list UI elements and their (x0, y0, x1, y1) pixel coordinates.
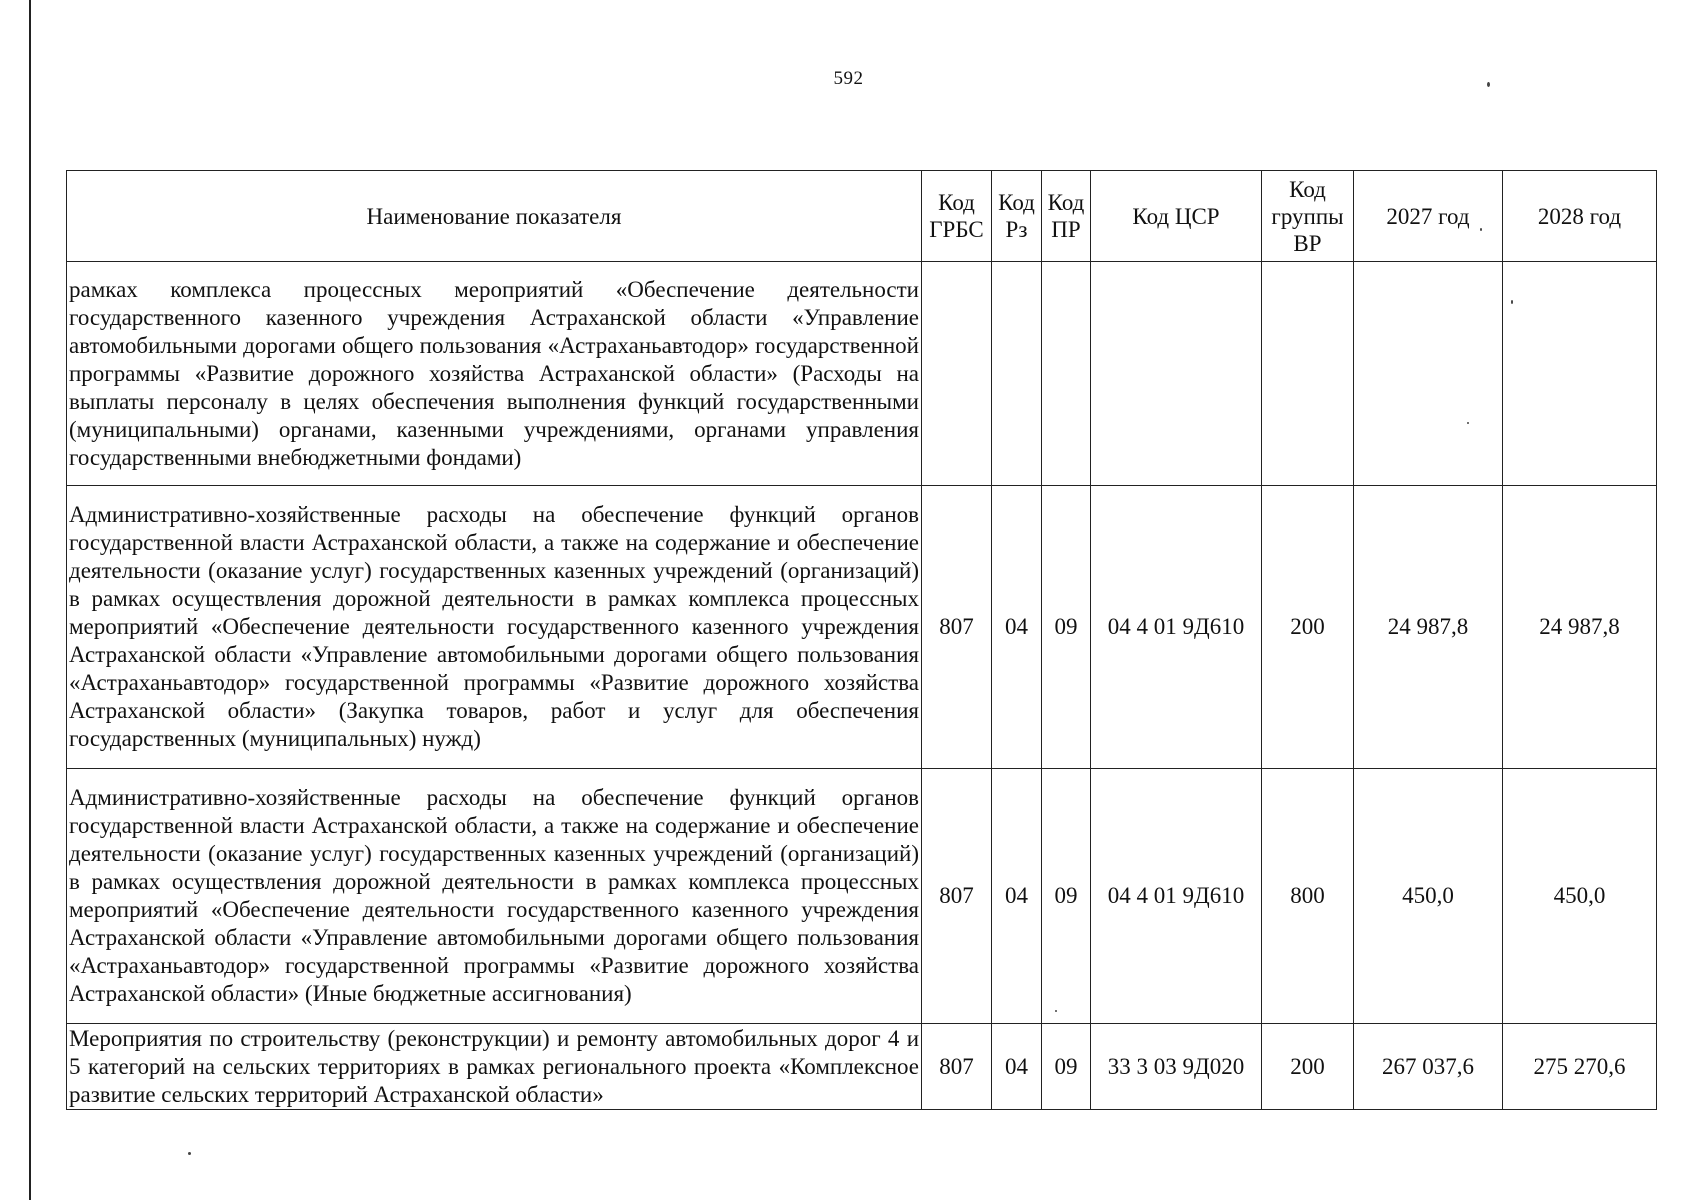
row-grbs: 807 (922, 486, 992, 769)
row-rz: 04 (992, 769, 1042, 1024)
header-rz: Код Рз (992, 171, 1042, 262)
row-pr: 09 (1042, 769, 1091, 1024)
row-vr: 200 (1262, 486, 1354, 769)
row-2028: 275 270,6 (1503, 1024, 1657, 1110)
row-2027: 267 037,6 (1354, 1024, 1503, 1110)
row-csr (1091, 262, 1262, 486)
row-csr: 04 4 01 9Д610 (1091, 486, 1262, 769)
row-vr (1262, 262, 1354, 486)
row-2027 (1354, 262, 1503, 486)
page-number: 592 (833, 68, 864, 89)
table-row (67, 486, 1657, 769)
row-rz: 04 (992, 486, 1042, 769)
row-rz: 04 (992, 1024, 1042, 1110)
row-grbs: 807 (922, 1024, 992, 1110)
row-csr: 04 4 01 9Д610 (1091, 769, 1262, 1024)
row-csr: 33 3 03 9Д020 (1091, 1024, 1262, 1110)
row-name: рамках комплекса процессных мероприятий «Обеспечение деятельности государственного казенного учреждения Астраханской области «Управление автомобильными дорогами общего пользования «Астраханьавтодор» государственной программы «Развитие дорожного хозяйства Астраханской области» (Расходы на выплаты персоналу в целях обеспечения выполнения функций государственными (муниципальными) органами, казенными учреждениями, органами управления государственными внебюджетными фондами) (67, 262, 922, 486)
row-grbs (922, 262, 992, 486)
row-rz (992, 262, 1042, 486)
header-grbs: Код ГРБС (922, 171, 992, 262)
row-pr: 09 (1042, 486, 1091, 769)
binding-margin-line (29, 0, 31, 1200)
table-row (67, 769, 1657, 1024)
header-2028: 2028 год (1503, 171, 1657, 262)
row-pr (1042, 262, 1091, 486)
row-2028: 450,0 (1503, 769, 1657, 1024)
row-vr: 800 (1262, 769, 1354, 1024)
row-2028 (1503, 262, 1657, 486)
header-vr: Код группы ВР (1262, 171, 1354, 262)
table-row (67, 1024, 1657, 1110)
row-2027: 24 987,8 (1354, 486, 1503, 769)
row-vr: 200 (1262, 1024, 1354, 1110)
row-name: Мероприятия по строительству (реконструкции) и ремонту автомобильных дорог 4 и 5 категорий на сельских территориях в рамках регионального проекта «Комплексное развитие сельских территорий Астраханской области» (67, 1024, 922, 1110)
header-name: Наименование показателя (67, 171, 922, 262)
row-2028: 24 987,8 (1503, 486, 1657, 769)
budget-table (66, 170, 1657, 1110)
row-name: Административно-хозяйственные расходы на обеспечение функций органов государственной власти Астраханской области, а также на содержание и обеспечение деятельности (оказание услуг) государственных казенных учреждений (организаций) в рамках осуществления дорожной деятельности в рамках комплекса процессных мероприятий «Обеспечение деятельности государственного казенного учреждения Астраханской области «Управление автомобильными дорогами общего пользования «Астраханьавтодор» государственной программы «Развитие дорожного хозяйства Астраханской области» (Закупка товаров, работ и услуг для обеспечения государственных (муниципальных) нужд) (67, 486, 922, 769)
header-csr: Код ЦСР (1091, 171, 1262, 262)
table-row (67, 262, 1657, 486)
row-pr: 09 (1042, 1024, 1091, 1110)
header-pr: Код ПР (1042, 171, 1091, 262)
row-name: Административно-хозяйственные расходы на обеспечение функций органов государственной власти Астраханской области, а также на содержание и обеспечение деятельности (оказание услуг) государственных казенных учреждений (организаций) в рамках осуществления дорожной деятельности в рамках комплекса процессных мероприятий «Обеспечение деятельности государственного казенного учреждения Астраханской области «Управление автомобильными дорогами общего пользования «Астраханьавтодор» государственной программы «Развитие дорожного хозяйства Астраханской области» (Иные бюджетные ассигнования) (67, 769, 922, 1024)
header-row (67, 171, 1657, 262)
row-2027: 450,0 (1354, 769, 1503, 1024)
row-grbs: 807 (922, 769, 992, 1024)
header-2027: 2027 год (1354, 171, 1503, 262)
